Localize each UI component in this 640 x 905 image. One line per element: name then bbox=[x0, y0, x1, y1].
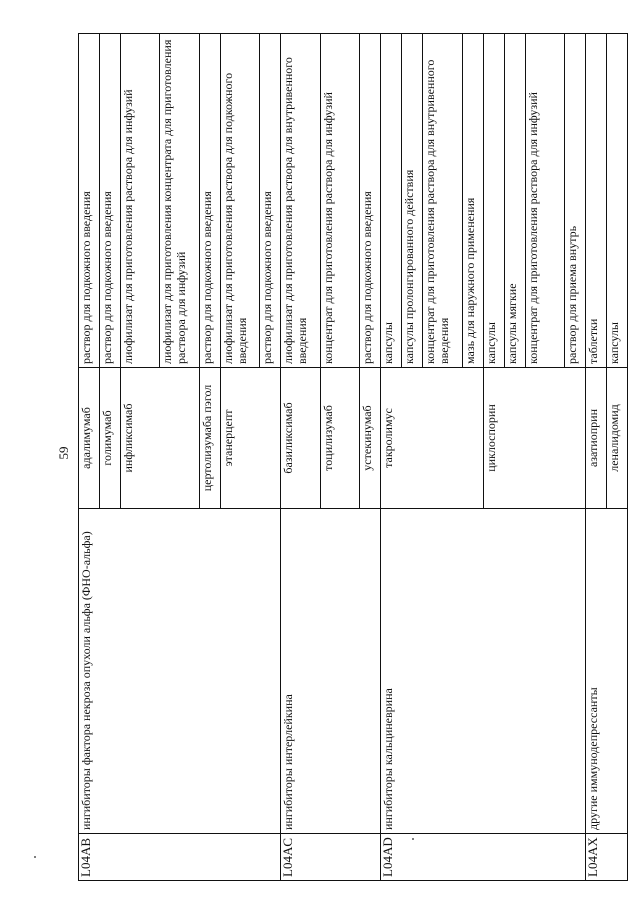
drug-name-cell: леналидомид bbox=[606, 368, 627, 509]
drug-name-cell: азатиоприн bbox=[585, 368, 606, 509]
dosage-form-cell: раствор для приема внутрь bbox=[564, 34, 585, 368]
drug-name-cell: устекинумаб bbox=[360, 368, 381, 509]
atc-code-cell: L04AC bbox=[281, 834, 381, 881]
drug-name-cell: базиликсимаб bbox=[281, 368, 320, 509]
dosage-form-cell: лиофилизат для приготовления раствора для инфузий bbox=[120, 34, 159, 368]
dosage-form-cell: капсулы мягкие bbox=[504, 34, 525, 368]
dosage-form-cell: раствор для подкожного введения bbox=[99, 34, 120, 368]
dosage-form-cell: концентрат для приготовления раствора для инфузий bbox=[525, 34, 564, 368]
atc-code-cell: L04AB bbox=[79, 834, 281, 881]
dosage-form-cell: раствор для подкожного введения bbox=[79, 34, 100, 368]
table-row bbox=[79, 34, 100, 881]
atc-code-cell: L04AD bbox=[381, 834, 586, 881]
table-row bbox=[381, 34, 402, 881]
page-number: 59 bbox=[56, 446, 71, 460]
drug-name-cell: тоцилизумаб bbox=[320, 368, 359, 509]
group-cell: ингибиторы кальциневрина bbox=[381, 509, 586, 834]
drug-table bbox=[78, 33, 628, 881]
dosage-form-cell: раствор для подкожного введения bbox=[360, 34, 381, 368]
table-row bbox=[281, 34, 320, 881]
scan-speck bbox=[34, 856, 36, 858]
dosage-form-cell: лиофилизат для приготовления концентрата для приготовления раствора для инфузий bbox=[160, 34, 199, 368]
drug-name-cell: циклоспорин bbox=[483, 368, 585, 509]
table-row bbox=[585, 34, 606, 881]
dosage-form-cell: капсулы bbox=[606, 34, 627, 368]
drug-name-cell: этанерцепт bbox=[220, 368, 280, 509]
dosage-form-cell: концентрат для приготовления раствора для внутривенного введения bbox=[423, 34, 462, 368]
group-cell: другие иммунодепрессанты bbox=[585, 509, 627, 834]
dosage-form-cell: мазь для наружного применения bbox=[462, 34, 483, 368]
dosage-form-cell: раствор для подкожного введения bbox=[260, 34, 281, 368]
dosage-form-cell: капсулы пролонгированного действия bbox=[402, 34, 423, 368]
atc-code-cell: L04AX bbox=[585, 834, 627, 881]
drug-name-cell: цертолизумаба пэгол bbox=[199, 368, 220, 509]
drug-name-cell: инфликсимаб bbox=[120, 368, 199, 509]
dosage-form-cell: концентрат для приготовления раствора для инфузий bbox=[320, 34, 359, 368]
dosage-form-cell: капсулы bbox=[381, 34, 402, 368]
dosage-form-cell: капсулы bbox=[483, 34, 504, 368]
drug-name-cell: адалимумаб bbox=[79, 368, 100, 509]
group-cell: ингибиторы интерлейкина bbox=[281, 509, 381, 834]
dosage-form-cell: лиофилизат для приготовления раствора для внутривенного введения bbox=[281, 34, 320, 368]
dosage-form-cell: таблетки bbox=[585, 34, 606, 368]
drug-name-cell: голимумаб bbox=[99, 368, 120, 509]
dosage-form-cell: лиофилизат для приготовления раствора для подкожного введения bbox=[220, 34, 259, 368]
rotated-page bbox=[78, 34, 628, 881]
group-cell: ингибиторы фактора некроза опухоли альфа (ФНО-альфа) bbox=[79, 509, 281, 834]
dosage-form-cell: раствор для подкожного введения bbox=[199, 34, 220, 368]
drug-name-cell: такролимус bbox=[381, 368, 483, 509]
